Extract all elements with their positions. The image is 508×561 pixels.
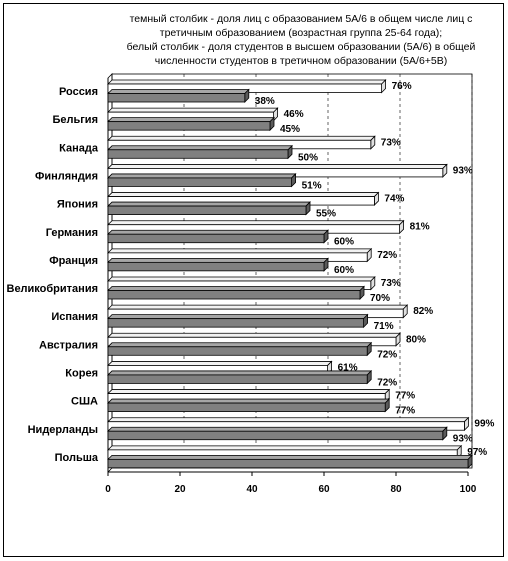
category-label: Испания [51,311,98,324]
value-label-students: 99% [474,418,495,430]
x-tick-label: 60 [318,484,330,495]
x-tick-label: 0 [105,484,111,495]
bar-adults [108,343,371,356]
category-label: Корея [65,367,98,380]
category-label: Австралия [39,339,98,352]
value-label-students: 46% [283,109,304,121]
category-label: Нидерланды [27,423,98,436]
value-label-adults: 77% [395,405,416,417]
value-label-students: 77% [395,390,416,402]
category-label: Япония [56,198,98,211]
value-label-students: 72% [377,249,398,261]
category-label: Бельгия [52,114,98,127]
category-label: Россия [58,86,98,99]
value-label-adults: 72% [377,377,398,389]
bar-adults [108,315,368,328]
category-label: США [71,395,98,408]
x-tick-label: 20 [174,484,186,495]
value-label-adults: 93% [452,433,473,445]
value-label-adults: 45% [280,124,301,136]
bar-adults [108,230,328,243]
value-label-adults: 51% [301,180,322,192]
bar-adults [108,371,371,384]
value-label-students: 97% [467,446,488,458]
value-label-adults: 38% [254,96,275,107]
x-tick-label: 100 [459,484,477,495]
bar-adults [108,146,292,159]
x-tick-label: 80 [390,484,402,495]
value-label-adults: 60% [334,236,355,248]
value-label-students: 61% [337,362,358,374]
bar-adults [108,455,472,468]
chart-title-line-3: белый столбик - доля студентов в высшем образовании (5А/6) в общей [126,41,476,53]
value-label-adults: 50% [298,152,319,164]
category-label: Германия [45,226,98,239]
bar-adults [108,258,328,271]
value-label-adults: 60% [334,264,355,276]
x-tick-label: 40 [246,484,258,495]
bar-adults [108,427,447,440]
category-label: Польша [54,451,98,464]
value-label-students: 76% [391,81,412,92]
plot-left-wall [108,74,112,472]
category-label: Финляндия [34,170,98,183]
value-label-adults: 71% [373,321,394,333]
chart-title-line-4: численности студентов в третичном образовании (5А/6+5В) [154,55,448,67]
chart-title-line-2: третичным образованием (возрастная группа 25-64 года); [159,27,443,39]
value-label-adults: 70% [370,293,391,304]
category-label: Канада [59,142,98,155]
value-label-students: 81% [409,221,430,233]
bar-adults [108,118,274,130]
bar-adults [108,399,389,412]
value-label-students: 80% [406,334,427,346]
chart-title-line-1: темный столбик - доля лиц с образованием 5А/6 в общем числе лиц с [129,13,473,25]
category-label: Франция [49,254,98,267]
bar-adults [108,202,310,215]
bar-adults [108,174,296,187]
value-label-adults: 72% [377,349,398,361]
value-label-students: 73% [380,278,401,289]
value-label-students: 74% [384,193,405,205]
value-label-adults: 55% [316,208,337,220]
value-label-students: 73% [380,137,401,149]
value-label-students: 93% [452,165,473,177]
category-label: Великобритания [6,283,98,296]
value-label-students: 82% [413,306,434,318]
bar-adults [108,90,249,103]
bar-adults [108,287,364,300]
